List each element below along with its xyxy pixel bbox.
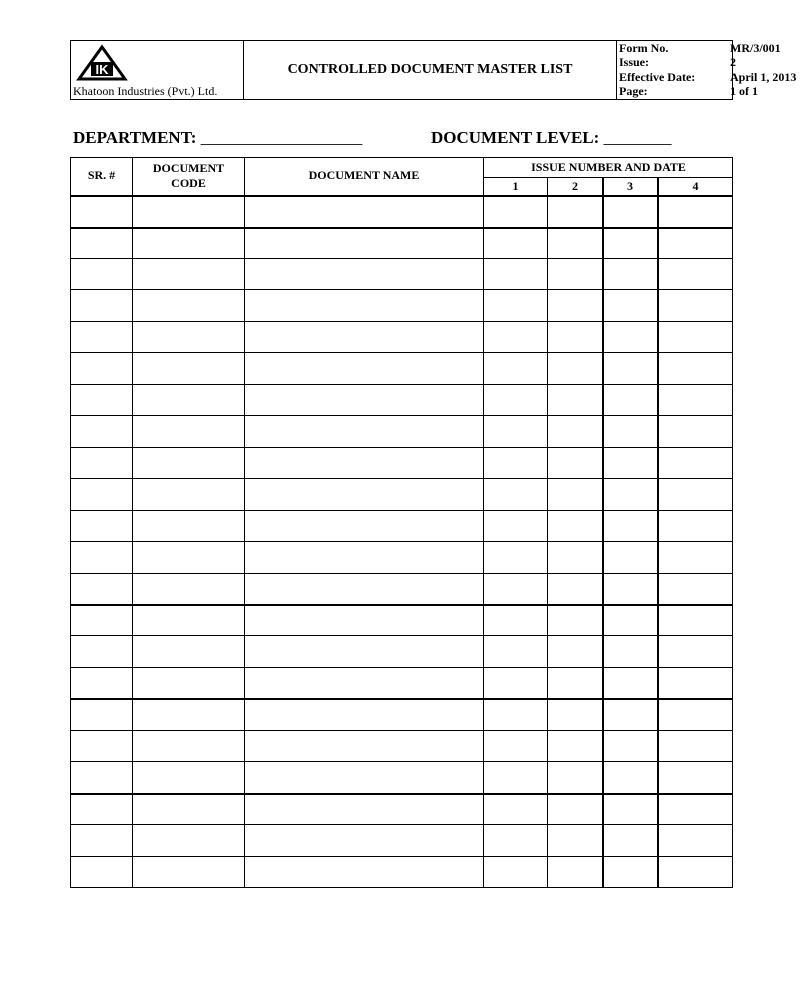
row-divider [71,510,732,511]
meta-label: Page: [619,84,648,98]
row-divider [71,289,732,290]
col-header-issue-4: 4 [692,179,699,193]
issue-subheader-divider [483,177,732,178]
col-header-issue-3: 3 [627,179,633,193]
row-divider [71,698,732,700]
col-header-code-line1: DOCUMENT [152,161,225,175]
row-divider [71,761,732,762]
document-level-label: DOCUMENT LEVEL: [431,128,600,147]
row-divider [71,478,732,479]
column-divider [602,178,604,887]
meta-label: Form No. [619,41,669,55]
meta-value: MR/3/001 [730,41,781,55]
department-blank[interactable]: ___________________ [200,128,363,147]
meta-cell [617,41,797,99]
column-divider [657,178,659,887]
col-header-issue-1: 1 [512,179,519,193]
row-divider [71,321,732,322]
row-divider [71,541,732,542]
row-divider [71,730,732,731]
column-divider [547,178,548,887]
department-field [73,128,362,148]
row-divider [71,384,732,385]
col-header-code-line2: CODE [171,176,206,190]
meta-row-form-no [617,41,802,55]
row-divider [71,793,732,795]
col-header-issue-2: 2 [572,179,578,193]
row-divider [71,227,732,229]
document-level-field [431,128,672,148]
document-level-blank[interactable]: ________ [603,128,672,147]
meta-value: April 1, 2013 [730,70,797,84]
column-divider [483,158,484,887]
form-header [70,40,797,100]
row-divider [71,352,732,353]
row-divider [71,258,732,259]
meta-label: Issue: [619,55,650,69]
meta-row-effective-date [617,70,802,84]
row-divider [71,824,732,825]
column-divider [244,158,245,887]
col-header-issue-group: ISSUE NUMBER AND DATE [531,160,686,174]
company-logo-icon [77,45,127,81]
meta-value: 2 [730,55,736,69]
row-divider [71,573,732,574]
row-divider [71,415,732,416]
meta-label: Effective Date: [619,70,696,84]
row-divider [71,447,732,448]
master-list-table [70,157,733,888]
row-divider [71,667,732,668]
row-divider [71,195,732,197]
company-name: Khatoon Industries (Pvt.) Ltd. [73,84,218,98]
document-title: CONTROLLED DOCUMENT MASTER LIST [287,62,573,77]
row-divider [71,635,732,636]
meta-value: 1 of 1 [730,84,758,98]
meta-row-issue [617,55,802,69]
col-header-name: DOCUMENT NAME [308,168,420,182]
logo-letters: IK [95,62,109,77]
col-header-sr: SR. # [87,168,116,182]
row-divider [71,604,732,606]
row-divider [71,856,732,857]
company-logo-cell [71,41,244,99]
title-cell [244,41,617,99]
department-label: DEPARTMENT: [73,128,197,147]
column-divider [132,158,133,887]
meta-row-page [617,84,802,98]
